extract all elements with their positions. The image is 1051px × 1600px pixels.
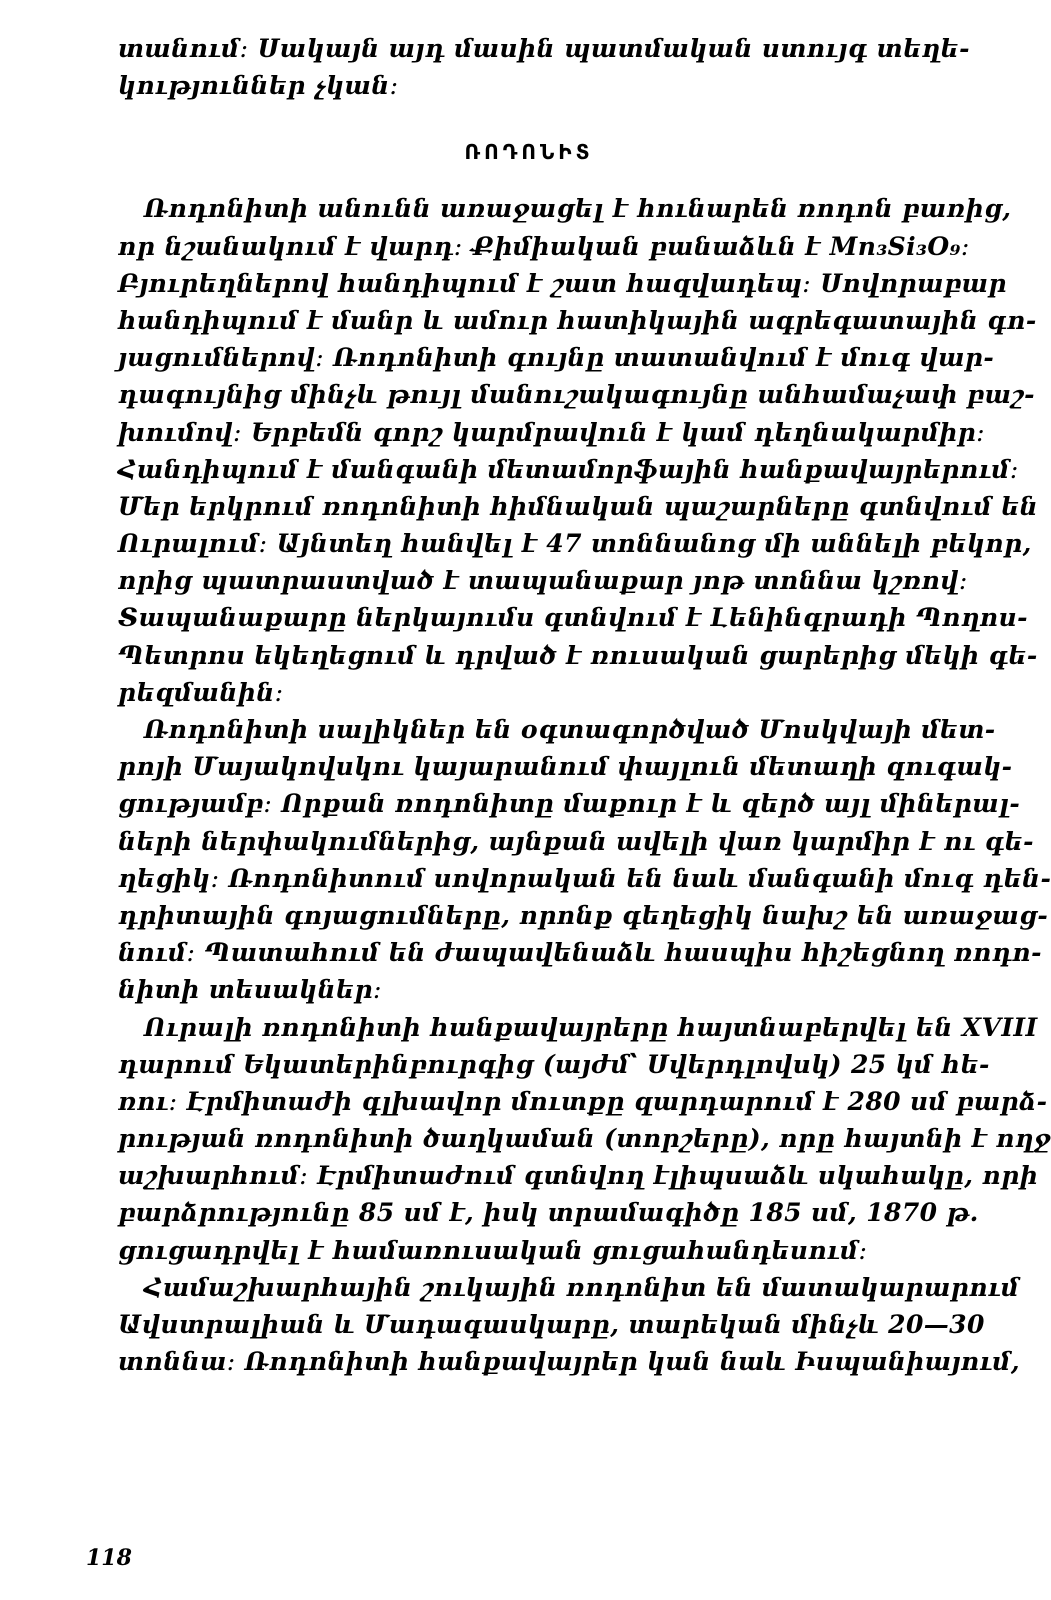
text-line: րոյի Մայակովսկու կայարանում փայլուն մետաղի զուգակ- [118, 752, 1013, 782]
text-line: տանում։ Սակայն այդ մասին պատմական ստույգ տեղե- [118, 34, 970, 63]
text-line: Տապանաքարը ներկայումս գտնվում է Լենինգրադի Պողոս- [118, 603, 1028, 633]
text-block [118, 30, 1051, 1380]
text-line: տոննա։ Ռոդոնիտի հանքավայրեր կան նաև Իսպանիայում, [118, 1347, 1021, 1377]
text-line: Հանդիպում է մանգանի մետամորֆային հանքավայրերում։ [118, 454, 1019, 484]
text-line: բարձրությունը 85 սմ է, իսկ տրամագիծը 185 սմ, 1870 թ. [118, 1198, 979, 1228]
text-line: Ավստրալիան և Մադագասկարը, տարեկան մինչև 20—30 [118, 1310, 985, 1339]
text-line: յացումներով։ Ռոդոնիտի գույնը տատանվում է մուգ վար- [118, 343, 995, 373]
text-line: աշխարհում։ Էրմիտաժում գտնվող էլիպսաձև սկահակը, որի [118, 1161, 1039, 1191]
paragraph-4 [118, 1269, 1021, 1381]
text-line: Ուրալում։ Այնտեղ հանվել է 47 տոննանոց մի աննելի բեկոր, [118, 529, 1032, 559]
text-line: Բյուրեղներով հանդիպում է շատ հազվադեպ։ Սովորաբար [118, 268, 1007, 298]
text-line: րության ռոդոնիտի ծաղկաման (տորշերը), որը հայտնի է ողջ [118, 1124, 1051, 1154]
page-number: 118 [86, 1545, 132, 1571]
paragraph-1 [118, 190, 1039, 711]
text-line: րեզմանին։ [118, 677, 284, 707]
text-line: նում։ Պատահում են ժապավենաձև հասպիս հիշեցնող ռոդո- [118, 938, 1042, 968]
text-line: ռու։ Էրմիտաժի գլխավոր մուտքը զարդարում է 280 սմ բարձ- [118, 1086, 1048, 1116]
text-line: ցուցադրվել է համառուսական ցուցահանդեսում։ [118, 1235, 868, 1265]
text-line: Մեր երկրում ռոդոնիտի հիմնական պաշարները գտնվում են [118, 491, 1039, 521]
text-line: որ նշանակում է վարդ։ Քիմիական բանաձևն է Mn₃Si₃O₉։ [118, 231, 970, 261]
text-line: դագույնից մինչև թույլ մանուշակագույնը անհամաչափ բաշ- [118, 380, 1035, 410]
intro-paragraph [118, 30, 970, 104]
paragraph-3 [118, 1009, 1051, 1269]
text-line: Համաշխարհային շուկային ռոդոնիտ են մատակարարում [144, 1272, 1020, 1302]
text-line: Ուրալի ռոդոնիտի հանքավայրերը հայտնաբերվել են XVIII [144, 1012, 1038, 1042]
text-line: Ռոդոնիտի անունն առաջացել է հունարեն ռոդոն բառից, [144, 194, 1012, 224]
text-line: նիտի տեսակներ։ [118, 975, 382, 1005]
text-line: կություններ չկան։ [118, 71, 399, 101]
text-line: Ռոդոնիտի սալիկներ են օգտագործված Մոսկվայի մետ- [144, 715, 996, 744]
text-line: հանդիպում է մանր և ամուր հատիկային ագրեգատային գո- [118, 305, 1037, 335]
text-line: խումով։ Երբեմն գորշ կարմրավուն է կամ դեղնակարմիր։ [118, 417, 986, 447]
section-heading: ՌՈԴՈՆԻՏ [464, 140, 594, 165]
text-line: դրիտային գոյացումները, որոնք գեղեցիկ նախշ են առաջաց- [118, 900, 1049, 930]
text-line: որից պատրաստված է տապանաքար յոթ տոննա կշռով։ [118, 566, 968, 596]
text-line: ղեցիկ։ Ռոդոնիտում սովորական են նաև մանգանի մուգ դեն- [118, 863, 1051, 893]
paragraph-2 [118, 711, 1051, 1009]
text-line: Պետրոս եկեղեցում և դրված է ռուսական ցարերից մեկի գե- [118, 640, 1038, 670]
text-line: ցությամբ։ Որքան ռոդոնիտը մաքուր է և զերծ այլ միներալ- [118, 789, 1021, 819]
text-line: ների ներփակումներից, այնքան ավելի վառ կարմիր է ու գե- [118, 826, 1034, 856]
text-line: դարում Եկատերինբուրգից (այժմ՝ Սվերդլովսկ) 25 կմ հե- [118, 1049, 990, 1079]
